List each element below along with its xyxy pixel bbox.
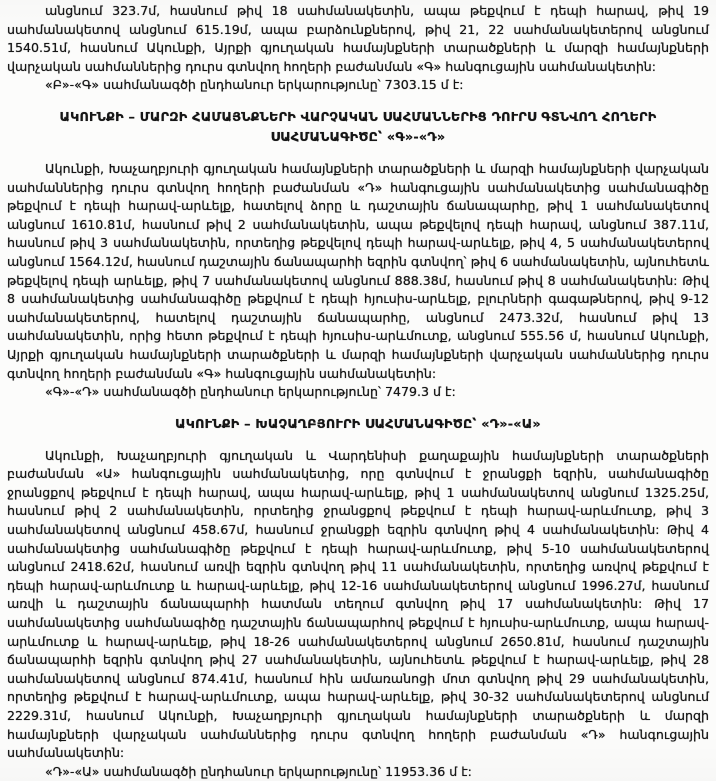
boundary-description-paragraph-g-d: Ակունքի, Խաչաղբյուրի գյուղական համայնքների տարածքների և մարզի համայնքների վարչական սահմաններից դուրս գտնվող հողերի բաժանման «Դ» հանգուցային սահմանակետից սահմանագիծը թեքվում է դեպի հարավ-արևելք, հատելով ձորը և դաշտային ճանապարհը, թիվ 1 սահմանակետով անցնում 1610.81մ, հասնում թիվ 2 սահմանակետին, ապա թեքվելով դեպի հարավ, անցնում 387.11մ, հասնում թիվ 3 սահմանակետին, որտեղից թեքվելով դեպի հարավ-արևելք, թիվ 4, 5 սահմանակետերով անցնում 1564.12մ, հասնում դաշտային ճանապարհի եզրին գտնվող՝ թիվ 6 սահմանակետին, այնուհետև թեքվելով դեպի արևելք, թիվ 7 սահմանակետով անցնում 888.38մ, հասնում թիվ 8 սահմանակետին: Թիվ 8 սահմանակետից սահմանագիծը թեքվում է դեպի հյուսիս-արևելք, բլուրների գագաթներով, թիվ 9-12 սահմանակետերով, հատելով դաշտային ճանապարհը, անցնում 2473.32մ, հասնում թիվ 13 սահմանակետին, որից հետո թեքվում է դեպի հյուսիս-արևմուտք, անցնում 555.56 մ, հասնում Ակունքի, Այրքի գյուղական համայնքների տարածքների և մարզի համայնքների վարչական սահմաններից դուրս գտնվող հողերի բաժանման «Գ» հանգուցային սահմանակետին: [7,160,709,381]
boundary-description-paragraph-d-a: Ակունքի, Խաչաղբյուրի գյուղական և Վարդենիսի քաղաքային համայնքների տարածքների բաժանման «Ա» հանգուցային սահմանակետից, որը գտնվում է ջրանցքի եզրին, սահմանագիծը ջրանցքով թեքվում է դեպի հարավ, ապա հարավ-արևելք, թիվ 1 սահմանակետով անցնում 1325.25մ, հասնում թիվ 2 սահմանակետին, որտեղից ջրանցքով թեքվում է դեպի հարավ-արևմուտք, թիվ 3 սահմանակետով անցնում 458.67մ, հասնում ջրանցքի եզրին գտնվող թիվ 4 սահմանակետին: Թիվ 4 սահմանակետից սահմանագիծը թեքվում է դեպի հարավ-արևմուտք, թիվ 5-10 սահմանակետերով անցնում 2418.62մ, հասնում առվի եզրին գտնվող թիվ 11 սահմանակետին, որտեղից առվով թեքվում է դեպի հարավ-արևմուտք և հարավ-արևելք, թիվ 12-16 սահմանակետերով անցնում 1996.27մ, հասնում առվի և դաշտային ճանապարհի հատման տեղում գտնվող թիվ 17 սահմանակետին: Թիվ 17 սահմանակետից սահմանագիծը դաշտային ճանապարհով թեքվում է հյուսիս-արևմուտք, ապա հարավ-արևմուտք և հարավ-արևելք, թիվ 18-26 սահմանակետերով անցնում 2650.81մ, հասնում դաշտային ճանապարհի եզրին գտնվող թիվ 27 սահմանակետին, այնուհետև թեքվում է հարավ-արևելք, թիվ 28 սահմանակետով անցնում 874.41մ, հասնում հին ամառանոցի մոտ գտնվող թիվ 29 սահմանակետին, որտեղից թեքվում է հարավ-արևմուտք, ապա հարավ-արևելք, թիվ 30-32 սահմանակետերով անցնում 2229.31մ, հասնում Ակունքի, Խաչաղբյուրի գյուղական համայնքների տարածքների և մարզի համայնքների վարչական սահմաններից դուրս գտնվող հողերի բաժանման «Դ» հանգուցային սահմանակետին: [7,447,709,761]
segment-length-line-d-a: «Դ»-«Ա» սահմանագծի ընդհանուր երկարությունը՝ 11953.36 մ է: [45,763,472,779]
section-heading-akunk-khachaghbyur: ԱԿՈՒՆՔԻ – ԽԱՉԱՂԲՅՈՒՐԻ ՍԱՀՄԱՆԱԳԻԾԸ՝ «Դ»-«Ա» [175,416,541,432]
boundary-description-paragraph-continued: անցնում 323.7մ, հասնում թիվ 18 սահմանակետին, ապա թեքվում է դեպի հարավ, թիվ 19 սահմանակետով անցնում 615.19մ, ապա բարձունքներով, թիվ 21, 22 սահմանակետերով անցնում 1540.51մ, հասնում Ակունքի, Այրքի գյուղական համայնքների տարածքների և մարզի համայնքների վարչական սահմաններից դուրս գտնվող հողերի բաժանման «Գ» հանգուցային սահմանակետին: [7,3,709,74]
segment-length-line-b-g: «Բ»-«Գ» սահմանագծի ընդհանուր երկարությունը՝ 7303.15 մ է: [45,77,464,93]
segment-length-line-g-d: «Գ»-«Դ» սահմանագծի ընդհանուր երկարությունը՝ 7479.3 մ է: [45,384,456,400]
section-heading-akunk-marz-lands: ԱԿՈՒՆՔԻ – ՄԱՐԶԻ ՀԱՄԱՅՆՔՆԵՐԻ ՎԱՐՉԱԿԱՆ ՍԱՀՄԱՆՆԵՐԻՑ ԴՈՒՐՍ ԳՏՆՎՈՂ ՀՈՂԵՐԻ ՍԱՀՄԱՆԱԳԻԾԸ՝ «Գ»-«Դ» [59,109,657,145]
